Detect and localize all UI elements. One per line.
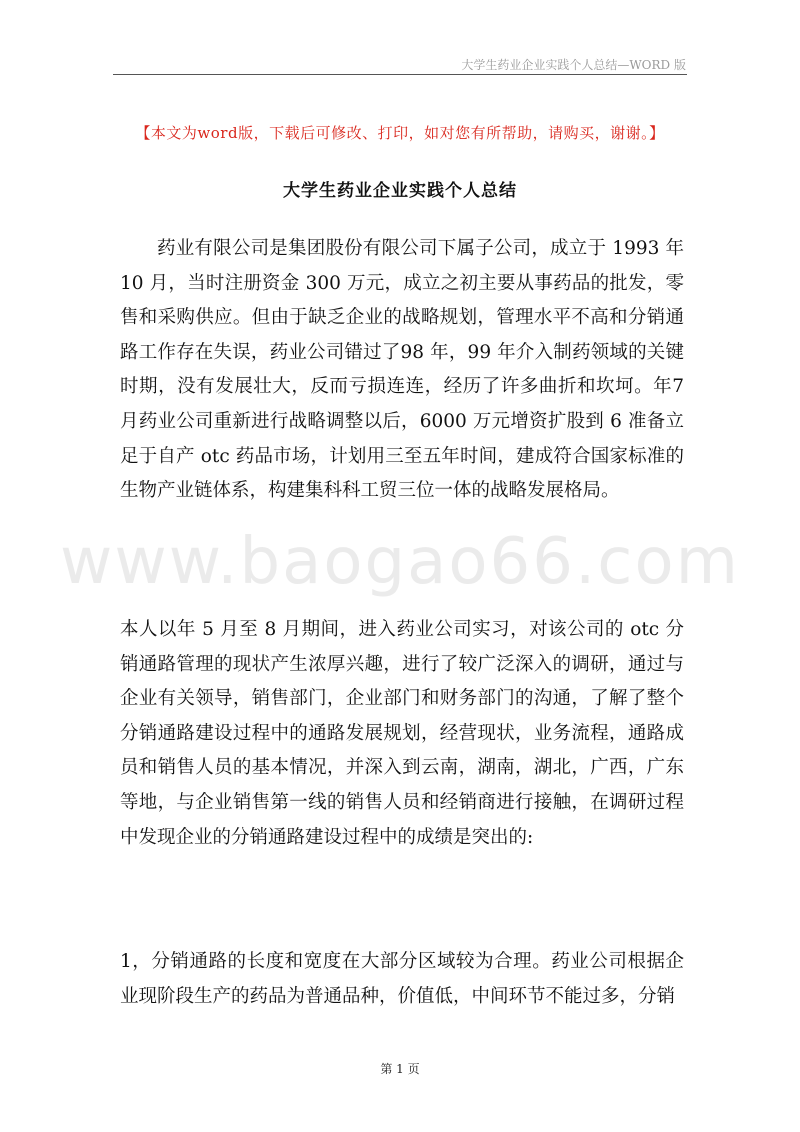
running-header: 大学生药业企业实践个人总结—WORD 版 [461,58,686,72]
page-number: 第 1 页 [380,1062,420,1076]
header-rule [113,74,687,75]
paragraph-intro: 药业有限公司是集团股份有限公司下属子公司，成立于 1993 年 10 月，当时注册资金 300 万元，成立之初主要从事药品的批发，零售和采购供应。但由于缺乏企业的战略规划，管理水平不高和分销通路工作存在失误，药业公司错过了98 年，99 年介入制药领域的关键时期，没有发展壮大，反而亏损连连，经历了许多曲折和坎坷。年7月药业公司重新进行战略调整以后，6000 万元增资扩股到 6 准备立足于自产 otc 药品市场，计划用三至五年时间，建成符合国家标准的生物产业链体系，构建集科科工贸三位一体的战略发展格局。 [120,238,684,502]
document-title: 大学生药业企业实践个人总结 [283,181,517,201]
paragraph-point-1: 1，分销通路的长度和宽度在大部分区域较为合理。药业公司根据企业现阶段生产的药品为普通品种，价值低，中间环节不能过多，分销 [120,951,684,1007]
paragraph-internship: 本人以年 5 月至 8 月期间，进入药业公司实习，对该公司的 otc 分销通路管理的现状产生浓厚兴趣，进行了较广泛深入的调研，通过与企业有关领导，销售部门，企业部门和财务部门的沟通，了解了整个分销通路建设过程中的通路发展规划，经营现状，业务流程，通路成员和销售人员的基本情况，并深入到云南，湖南，湖北，广西，广东等地，与企业销售第一线的销售人员和经销商进行接触，在调研过程中发现企业的分销通路建设过程中的成绩是突出的: [120,619,684,848]
purchase-notice: 【本文为word版，下载后可修改、打印，如对您有所帮助，请购买，谢谢。】 [135,124,665,142]
watermark: www.baogao66.com [60,525,740,599]
